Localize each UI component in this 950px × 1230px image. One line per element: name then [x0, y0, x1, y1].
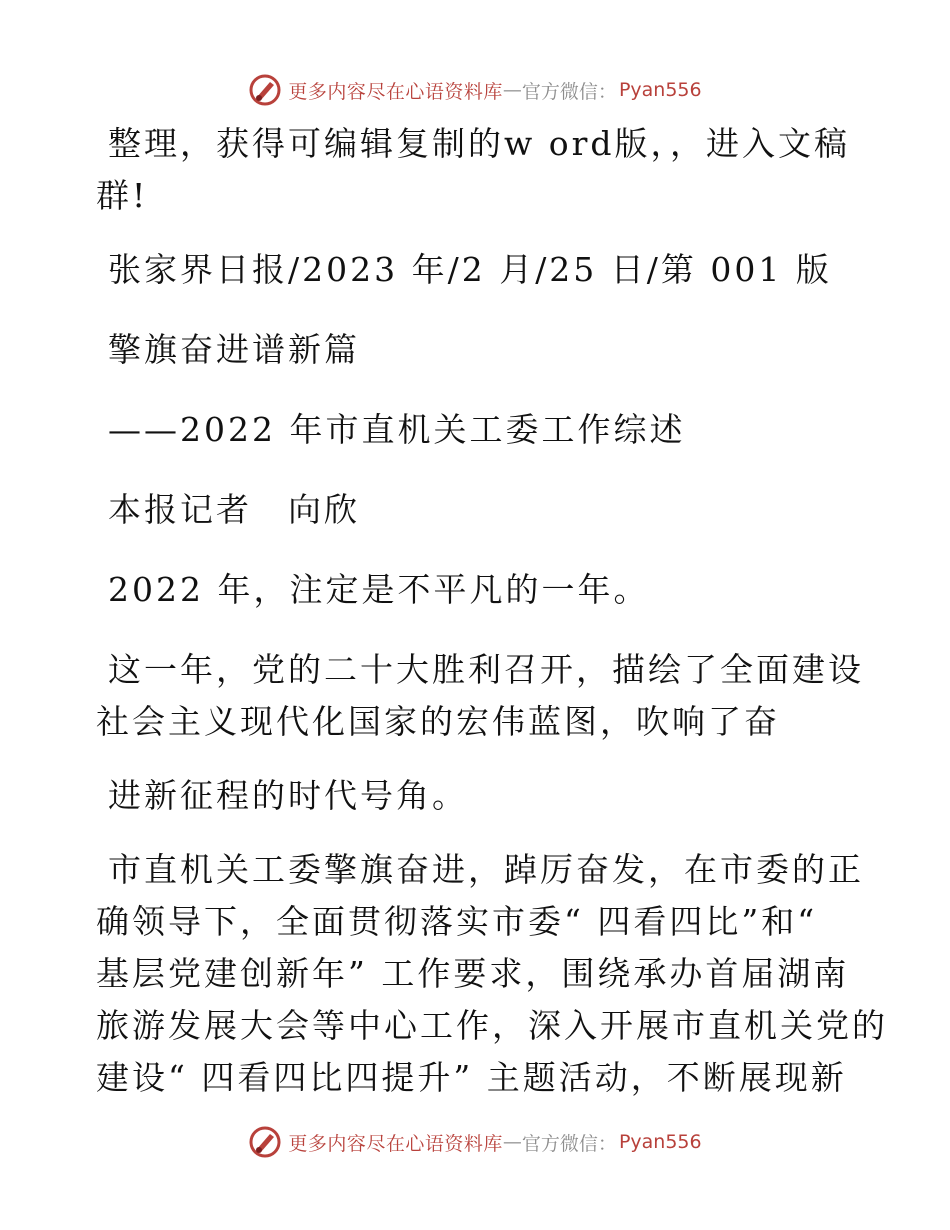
watermark-wechat-id: Pyan556	[618, 1131, 702, 1153]
text-line-8: 这一年，党的二十大胜利召开，描绘了全面建设	[108, 650, 864, 689]
header-watermark	[0, 70, 950, 110]
text-line-10: 进新征程的时代号角。	[108, 776, 468, 815]
text-line-14: 旅游发展大会等中心工作，深入开展市直机关党的	[96, 1006, 888, 1045]
text-line-12: 确领导下，全面贯彻落实市委“ 四看四比”和“	[96, 902, 818, 941]
text-line-2: 群!	[96, 176, 149, 215]
watermark-separator: —	[502, 79, 522, 101]
watermark-separator: —	[502, 1131, 522, 1153]
watermark-sub-text: 官方微信：	[521, 80, 617, 103]
text-line-15: 建设“ 四看四比四提升” 主题活动，不断展现新	[96, 1058, 847, 1097]
watermark-wechat-id: Pyan556	[618, 79, 702, 101]
article-title: 擎旗奋进谱新篇	[108, 330, 360, 369]
text-line-11: 市直机关工委擎旗奋进，踔厉奋发，在市委的正	[108, 850, 864, 889]
source-line: 张家界日报/2023 年/2 月/25 日/第 001 版	[108, 250, 832, 289]
text-line-7: 2022 年，注定是不平凡的一年。	[108, 570, 650, 609]
byline: 本报记者 向欣	[108, 490, 360, 529]
brush-logo-icon	[248, 1125, 282, 1159]
watermark-main-text: 更多内容尽在心语资料库	[288, 1132, 503, 1155]
text-line-9: 社会主义现代化国家的宏伟蓝图，吹响了奋	[96, 702, 780, 741]
watermark-sub-text: 官方微信：	[521, 1132, 617, 1155]
footer-watermark	[0, 1122, 950, 1162]
watermark-main-text: 更多内容尽在心语资料库	[288, 80, 503, 103]
article-subtitle: ——2022 年市直机关工委工作综述	[108, 410, 686, 449]
text-line-1: 整理，获得可编辑复制的w ord版，，进入文稿	[108, 124, 851, 163]
text-line-13: 基层党建创新年” 工作要求，围绕承办首届湖南	[96, 954, 850, 993]
brush-logo-icon	[248, 73, 282, 107]
document-body	[96, 118, 888, 1104]
